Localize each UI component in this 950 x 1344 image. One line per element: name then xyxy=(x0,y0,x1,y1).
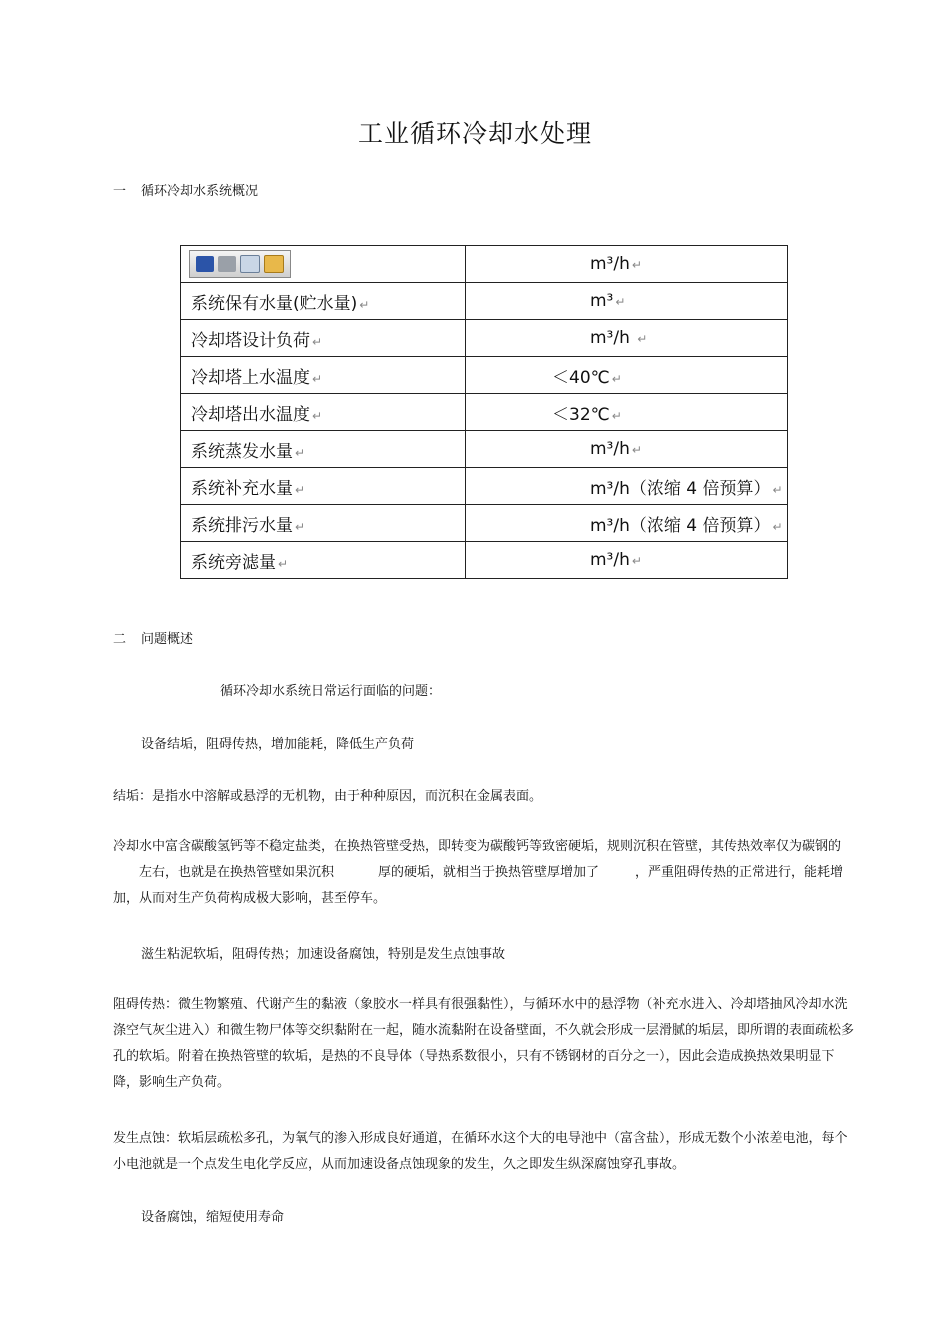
table-cell-label: 系统保有水量(贮水量) ↵ xyxy=(181,283,466,320)
intro-text: 循环冷却水系统日常运行面临的问题： xyxy=(220,684,442,699)
table-row xyxy=(181,468,788,505)
section-title: 问题概述 xyxy=(141,632,194,647)
table-cell-value: m³/h ↵ xyxy=(466,320,788,357)
table-row xyxy=(181,505,788,542)
table-row xyxy=(181,357,788,394)
table-cell-value: m³/h（浓缩 4 倍预算） ↵ xyxy=(466,505,788,542)
toolbar-image xyxy=(189,250,291,278)
scale-detail-paragraph: 冷却水中富含碳酸氢钙等不稳定盐类，在换热管壁受热，即转变为碳酸钙等致密硬垢，规则沉积在管壁，其传热效率仅为碳钢的左右，也就是在换热管壁如果沉积 厚的硬垢，就相当于换热管壁厚增加了 ，严重阻碍传热的正常进行，能耗增加，从而对生产负荷构成极大影响，甚至停车。 xyxy=(113,839,844,906)
table-row xyxy=(181,283,788,320)
table-cell-value: m³ ↵ xyxy=(466,283,788,320)
section-heading-2 xyxy=(113,628,193,647)
save-icon xyxy=(196,256,214,272)
problem-point-3: 设备腐蚀，缩短使用寿命 xyxy=(141,1210,285,1225)
table-cell-label: 系统蒸发水量 ↵ xyxy=(181,431,466,468)
section-number: 一 xyxy=(113,184,127,199)
table-row xyxy=(181,394,788,431)
table-cell-label: 冷却塔设计负荷 ↵ xyxy=(181,320,466,357)
table-row xyxy=(181,246,788,283)
scale-definition: 结垢：是指水中溶解或悬浮的无机物，由于种种原因，而沉积在金属表面。 xyxy=(113,789,543,804)
table-cell-value: m³/h（浓缩 4 倍预算） ↵ xyxy=(466,468,788,505)
table-cell-label: 系统补充水量 ↵ xyxy=(181,468,466,505)
system-overview-table xyxy=(180,245,788,579)
section-number: 二 xyxy=(113,632,127,647)
table-cell-label: 冷却塔出水温度 ↵ xyxy=(181,394,466,431)
table-row xyxy=(181,320,788,357)
table-cell-value: m³/h ↵ xyxy=(466,246,788,283)
table-cell-value: ＜32℃ ↵ xyxy=(466,394,788,431)
document-title: 工业循环冷却水处理 xyxy=(357,119,592,148)
table-cell-label: 系统排污水量 ↵ xyxy=(181,505,466,542)
section-heading-1 xyxy=(113,180,258,199)
table-cell-value: ＜40℃ ↵ xyxy=(466,357,788,394)
problem-point-1: 设备结垢，阻碍传热，增加能耗，降低生产负荷 xyxy=(141,737,415,752)
mail-icon xyxy=(240,255,260,273)
table-cell-value: m³/h ↵ xyxy=(466,431,788,468)
pitting-paragraph: 发生点蚀：软垢层疏松多孔，为氧气的渗入形成良好通道，在循环水这个大的电导池中（富含盐），形成无数个小浓差电池，每个小电池就是一个点发生电化学反应，从而加速设备点蚀现象的发生，久之即发生纵深腐蚀穿孔事故。 xyxy=(113,1131,848,1172)
table-cell-label: 冷却塔上水温度 ↵ xyxy=(181,357,466,394)
biofilm-paragraph: 阻碍传热：微生物繁殖、代谢产生的黏液（象胶水一样具有很强黏性），与循环水中的悬浮物（补充水进入、冷却塔抽风冷却水洗涤空气灰尘进入）和微生物尸体等交织黏附在一起，随水流黏附在设备壁面，不久就会形成一层滑腻的垢层，即所谓的表面疏松多孔的软垢。附着在换热管壁的软垢，是热的不良导体（导热系数很小，只有不锈钢材的百分之一），因此会造成换热效果明显下降，影响生产负荷。 xyxy=(113,997,855,1090)
table-row xyxy=(181,431,788,468)
table-cell-label xyxy=(181,246,466,283)
print-icon xyxy=(218,256,236,272)
folder-icon xyxy=(264,255,284,273)
table-cell-value: m³/h ↵ xyxy=(466,542,788,579)
problem-point-2: 滋生粘泥软垢，阻碍传热；加速设备腐蚀，特别是发生点蚀事故 xyxy=(141,947,506,962)
table-row xyxy=(181,542,788,579)
section-title: 循环冷却水系统概况 xyxy=(141,184,259,199)
table-cell-label: 系统旁滤量 ↵ xyxy=(181,542,466,579)
